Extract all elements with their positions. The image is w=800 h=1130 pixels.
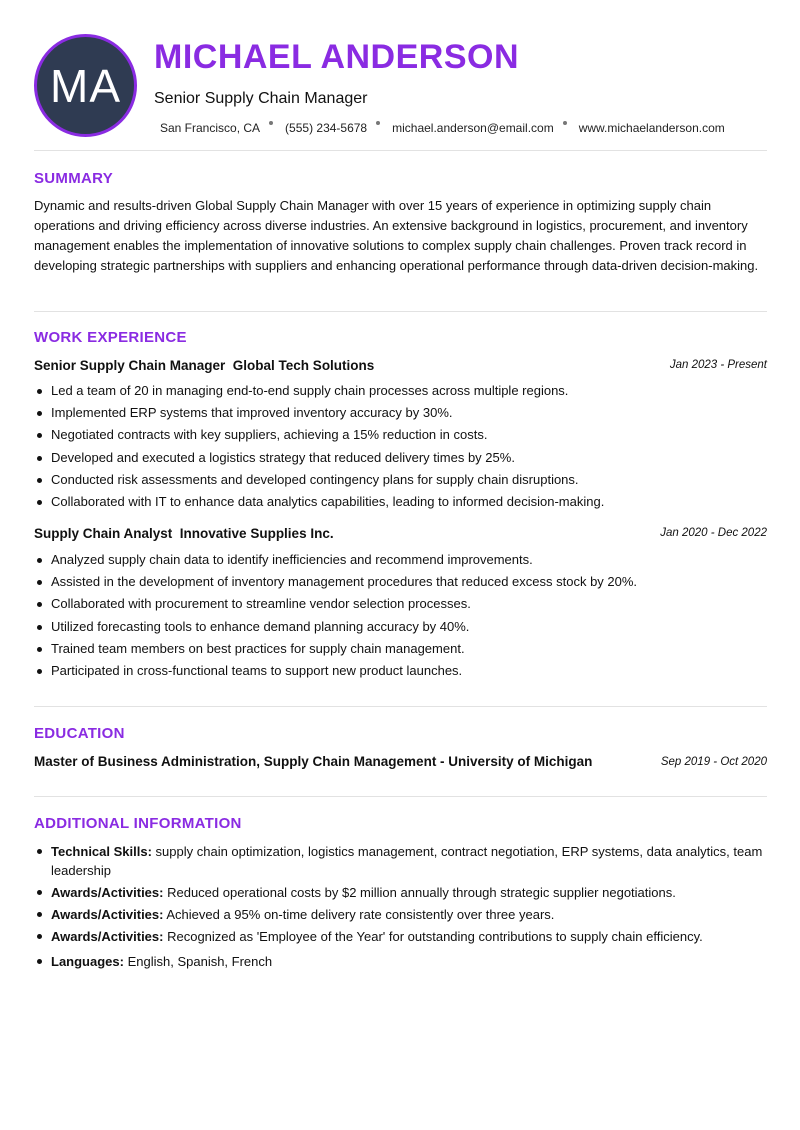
- education-heading: EDUCATION: [34, 725, 125, 742]
- list-item: Developed and executed a logistics strategy that reduced delivery times by 25%.: [34, 447, 764, 469]
- job-bullets: [34, 380, 764, 513]
- job-dates: Jan 2020 - Dec 2022: [660, 527, 767, 539]
- info-text: Achieved a 95% on-time delivery rate consistently over three years.: [166, 907, 555, 922]
- section-divider: [34, 311, 767, 312]
- list-item: Collaborated with IT to enhance data analytics capabilities, leading to informed decision-making.: [34, 491, 764, 513]
- info-label: Awards/Activities:: [51, 885, 164, 900]
- section-divider: [34, 796, 767, 797]
- info-text: English, Spanish, French: [127, 954, 273, 969]
- experience-heading: WORK EXPERIENCE: [34, 329, 187, 346]
- list-item: [34, 842, 764, 880]
- list-item: [34, 952, 764, 971]
- list-item: Led a team of 20 in managing end-to-end supply chain processes across multiple regions.: [34, 380, 764, 402]
- bullet-separator: [269, 121, 273, 125]
- contact-phone: (555) 234-5678: [285, 121, 368, 135]
- list-item: Implemented ERP systems that improved inventory accuracy by 30%.: [34, 402, 764, 424]
- candidate-name: MICHAEL ANDERSON: [154, 38, 520, 76]
- resume-header: [34, 34, 767, 142]
- info-text: Recognized as 'Employee of the Year' for outstanding contributions to supply chain efficiency.: [167, 929, 703, 944]
- contact-location: San Francisco, CA: [160, 121, 261, 135]
- summary-heading: SUMMARY: [34, 170, 114, 187]
- info-label: Awards/Activities:: [51, 929, 164, 944]
- additional-heading: ADDITIONAL INFORMATION: [34, 815, 242, 832]
- info-text: supply chain optimization, logistics management, contract negotiation, ERP systems, data analytics, team leadership: [51, 844, 763, 878]
- list-item: Participated in cross-functional teams to support new product launches.: [34, 660, 764, 682]
- job-role: Senior Supply Chain Manager: [34, 358, 226, 373]
- job-role-line: [34, 526, 334, 541]
- info-label: Technical Skills:: [51, 844, 152, 859]
- contact-line: [160, 121, 725, 135]
- job-dates: Jan 2023 - Present: [669, 359, 767, 371]
- contact-email[interactable]: michael.anderson@email.com: [392, 121, 554, 135]
- job-header: [34, 526, 767, 544]
- info-text: Reduced operational costs by $2 million annually through strategic supplier negotiations.: [167, 885, 676, 900]
- job-header: [34, 358, 767, 376]
- bullet-separator: [376, 121, 380, 125]
- list-item: Conducted risk assessments and developed contingency plans for supply chain disruptions.: [34, 469, 764, 491]
- avatar: [34, 34, 137, 137]
- job-company: Global Tech Solutions: [232, 358, 375, 373]
- job-company: Innovative Supplies Inc.: [179, 526, 334, 541]
- job-role-line: [34, 358, 374, 373]
- summary-text: Dynamic and results-driven Global Supply Chain Manager with over 15 years of experience in optimizing supply chain operations and driving efficiency across diverse industries. An extensive background in logistics, procurement, and inventory management enables the implementation of innovative solutions to complex supply chain challenges. Proven track record in developing strategic partnerships with suppliers and enhancing operational performance through data-driven decision-making.: [34, 198, 759, 273]
- candidate-title: Senior Supply Chain Manager: [154, 90, 368, 107]
- job-bullets: [34, 549, 764, 682]
- section-divider: [34, 706, 767, 707]
- list-item: Assisted in the development of inventory management procedures that reduced excess stock by 20%.: [34, 571, 764, 593]
- contact-website[interactable]: www.michaelanderson.com: [578, 121, 725, 135]
- list-item: [34, 927, 764, 946]
- list-item: Analyzed supply chain data to identify inefficiencies and recommend improvements.: [34, 549, 764, 571]
- bullet-separator: [563, 121, 567, 125]
- list-item: Negotiated contracts with key suppliers, achieving a 15% reduction in costs.: [34, 424, 764, 446]
- list-item: Utilized forecasting tools to enhance demand planning accuracy by 40%.: [34, 616, 764, 638]
- education-dates: Sep 2019 - Oct 2020: [660, 756, 767, 768]
- avatar-initials: MA: [50, 59, 121, 112]
- info-label: Awards/Activities:: [51, 907, 164, 922]
- list-item: [34, 905, 764, 924]
- section-divider: [34, 150, 767, 151]
- additional-list: [34, 842, 764, 974]
- list-item: Trained team members on best practices for supply chain management.: [34, 638, 764, 660]
- info-label: Languages:: [51, 954, 124, 969]
- job-role: Supply Chain Analyst: [34, 526, 173, 541]
- education-degree: Master of Business Administration, Supply Chain Management - University of Michigan: [34, 754, 593, 769]
- list-item: [34, 883, 764, 902]
- list-item: Collaborated with procurement to streamline vendor selection processes.: [34, 593, 764, 615]
